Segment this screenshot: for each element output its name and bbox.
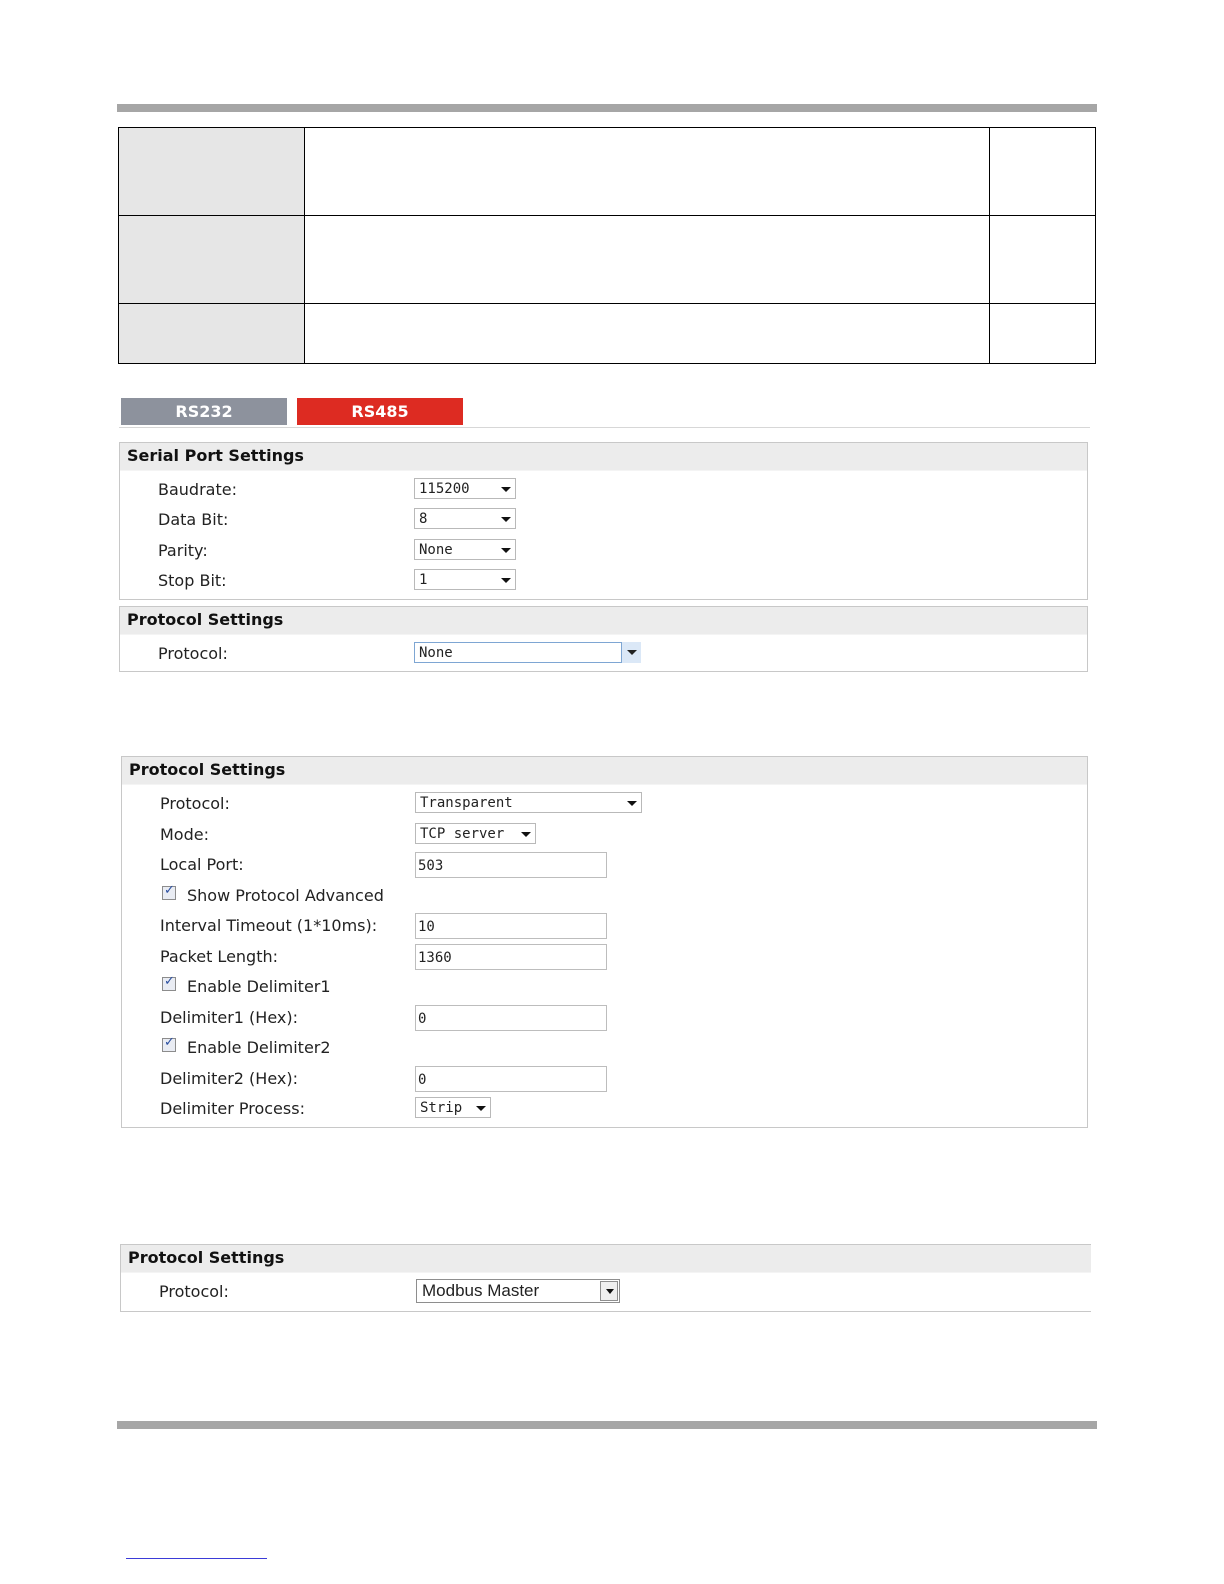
enable-delimiter1-label: Enable Delimiter1: [187, 977, 331, 996]
mode-value: TCP server: [420, 826, 505, 842]
delimiter2-input[interactable]: 0: [415, 1066, 607, 1092]
data-bit-select[interactable]: [414, 508, 516, 529]
panel-header: [120, 443, 1087, 471]
protocol-select[interactable]: [415, 792, 642, 813]
panel-header: [121, 1245, 1091, 1273]
protocol-value: Modbus Master: [422, 1281, 540, 1300]
protocol-label: Protocol:: [159, 1282, 229, 1301]
table-cell: [119, 304, 305, 364]
tab-divider: [119, 427, 1090, 428]
parity-label: Parity:: [158, 541, 208, 560]
table-cell: [305, 216, 990, 304]
chevron-down-icon: [501, 517, 511, 522]
packet-length-input[interactable]: 1360: [415, 944, 607, 970]
delimiter1-input[interactable]: 0: [415, 1005, 607, 1031]
delimiter-process-select[interactable]: [415, 1097, 491, 1118]
protocol-select[interactable]: [414, 642, 641, 663]
stop-bit-value: 1: [419, 572, 428, 588]
protocol-value: Transparent: [420, 795, 513, 811]
table-cell: [305, 304, 990, 364]
parity-select[interactable]: [414, 539, 516, 560]
panel-title: Serial Port Settings: [127, 446, 304, 465]
delimiter-process-value: Strip: [420, 1100, 463, 1116]
dropdown-button[interactable]: [621, 642, 641, 663]
mode-label: Mode:: [160, 825, 209, 844]
delimiter2-label: Delimiter2 (Hex):: [160, 1069, 298, 1088]
tab-rs232[interactable]: RS232: [121, 398, 287, 425]
table-cell: [119, 216, 305, 304]
dropdown-button[interactable]: [600, 1281, 618, 1301]
chevron-down-icon: [606, 1289, 614, 1294]
table-cell: [305, 128, 990, 216]
interval-timeout-input[interactable]: 10: [415, 913, 607, 939]
chevron-down-icon: [521, 832, 531, 837]
panel-title: Protocol Settings: [127, 610, 284, 629]
data-bit-label: Data Bit:: [158, 510, 229, 529]
chevron-down-icon: [501, 487, 511, 492]
enable-delimiter1-checkbox[interactable]: [162, 977, 176, 991]
baudrate-label: Baudrate:: [158, 480, 237, 499]
chevron-down-icon: [501, 578, 511, 583]
protocol-settings-panel: [119, 606, 1088, 672]
mode-select[interactable]: [415, 823, 536, 844]
panel-header: [120, 607, 1087, 635]
protocol-select[interactable]: [416, 1279, 620, 1303]
table-cell: [990, 304, 1096, 364]
interval-timeout-label: Interval Timeout (1*10ms):: [160, 916, 378, 935]
table-cell: [990, 128, 1096, 216]
table-row: [119, 304, 1096, 364]
enable-delimiter2-label: Enable Delimiter2: [187, 1038, 331, 1057]
data-bit-value: 8: [419, 511, 428, 527]
table-row: [119, 216, 1096, 304]
chevron-down-icon: [501, 548, 511, 553]
parity-value: None: [419, 542, 453, 558]
chevron-down-icon: [627, 801, 637, 806]
local-port-input[interactable]: 503: [415, 852, 607, 878]
table-cell: [990, 216, 1096, 304]
local-port-label: Local Port:: [160, 855, 244, 874]
protocol-label: Protocol:: [158, 644, 228, 663]
footer-link-underline: [126, 1558, 267, 1559]
tab-rs485[interactable]: RS485: [297, 398, 463, 425]
chevron-down-icon: [627, 650, 637, 655]
baudrate-value: 115200: [419, 481, 470, 497]
enable-delimiter2-checkbox[interactable]: [162, 1038, 176, 1052]
delimiter-process-label: Delimiter Process:: [160, 1099, 305, 1118]
panel-header: [122, 757, 1087, 785]
header-divider: [117, 104, 1097, 112]
show-advanced-checkbox[interactable]: [162, 886, 176, 900]
serial-port-settings-panel: [119, 442, 1088, 600]
protocol-settings-transparent-panel: [121, 756, 1088, 1128]
protocol-value: None: [419, 645, 453, 661]
stop-bit-label: Stop Bit:: [158, 571, 227, 590]
table-row: [119, 128, 1096, 216]
panel-title: Protocol Settings: [128, 1248, 285, 1267]
baudrate-select[interactable]: [414, 478, 516, 499]
table-cell: [119, 128, 305, 216]
stop-bit-select[interactable]: [414, 569, 516, 590]
packet-length-label: Packet Length:: [160, 947, 279, 966]
protocol-label: Protocol:: [160, 794, 230, 813]
delimiter1-label: Delimiter1 (Hex):: [160, 1008, 298, 1027]
document-table: [118, 127, 1096, 364]
footer-divider: [117, 1421, 1097, 1429]
show-advanced-label: Show Protocol Advanced: [187, 886, 384, 905]
protocol-settings-modbus-panel: [120, 1244, 1091, 1312]
panel-title: Protocol Settings: [129, 760, 286, 779]
chevron-down-icon: [476, 1106, 486, 1111]
